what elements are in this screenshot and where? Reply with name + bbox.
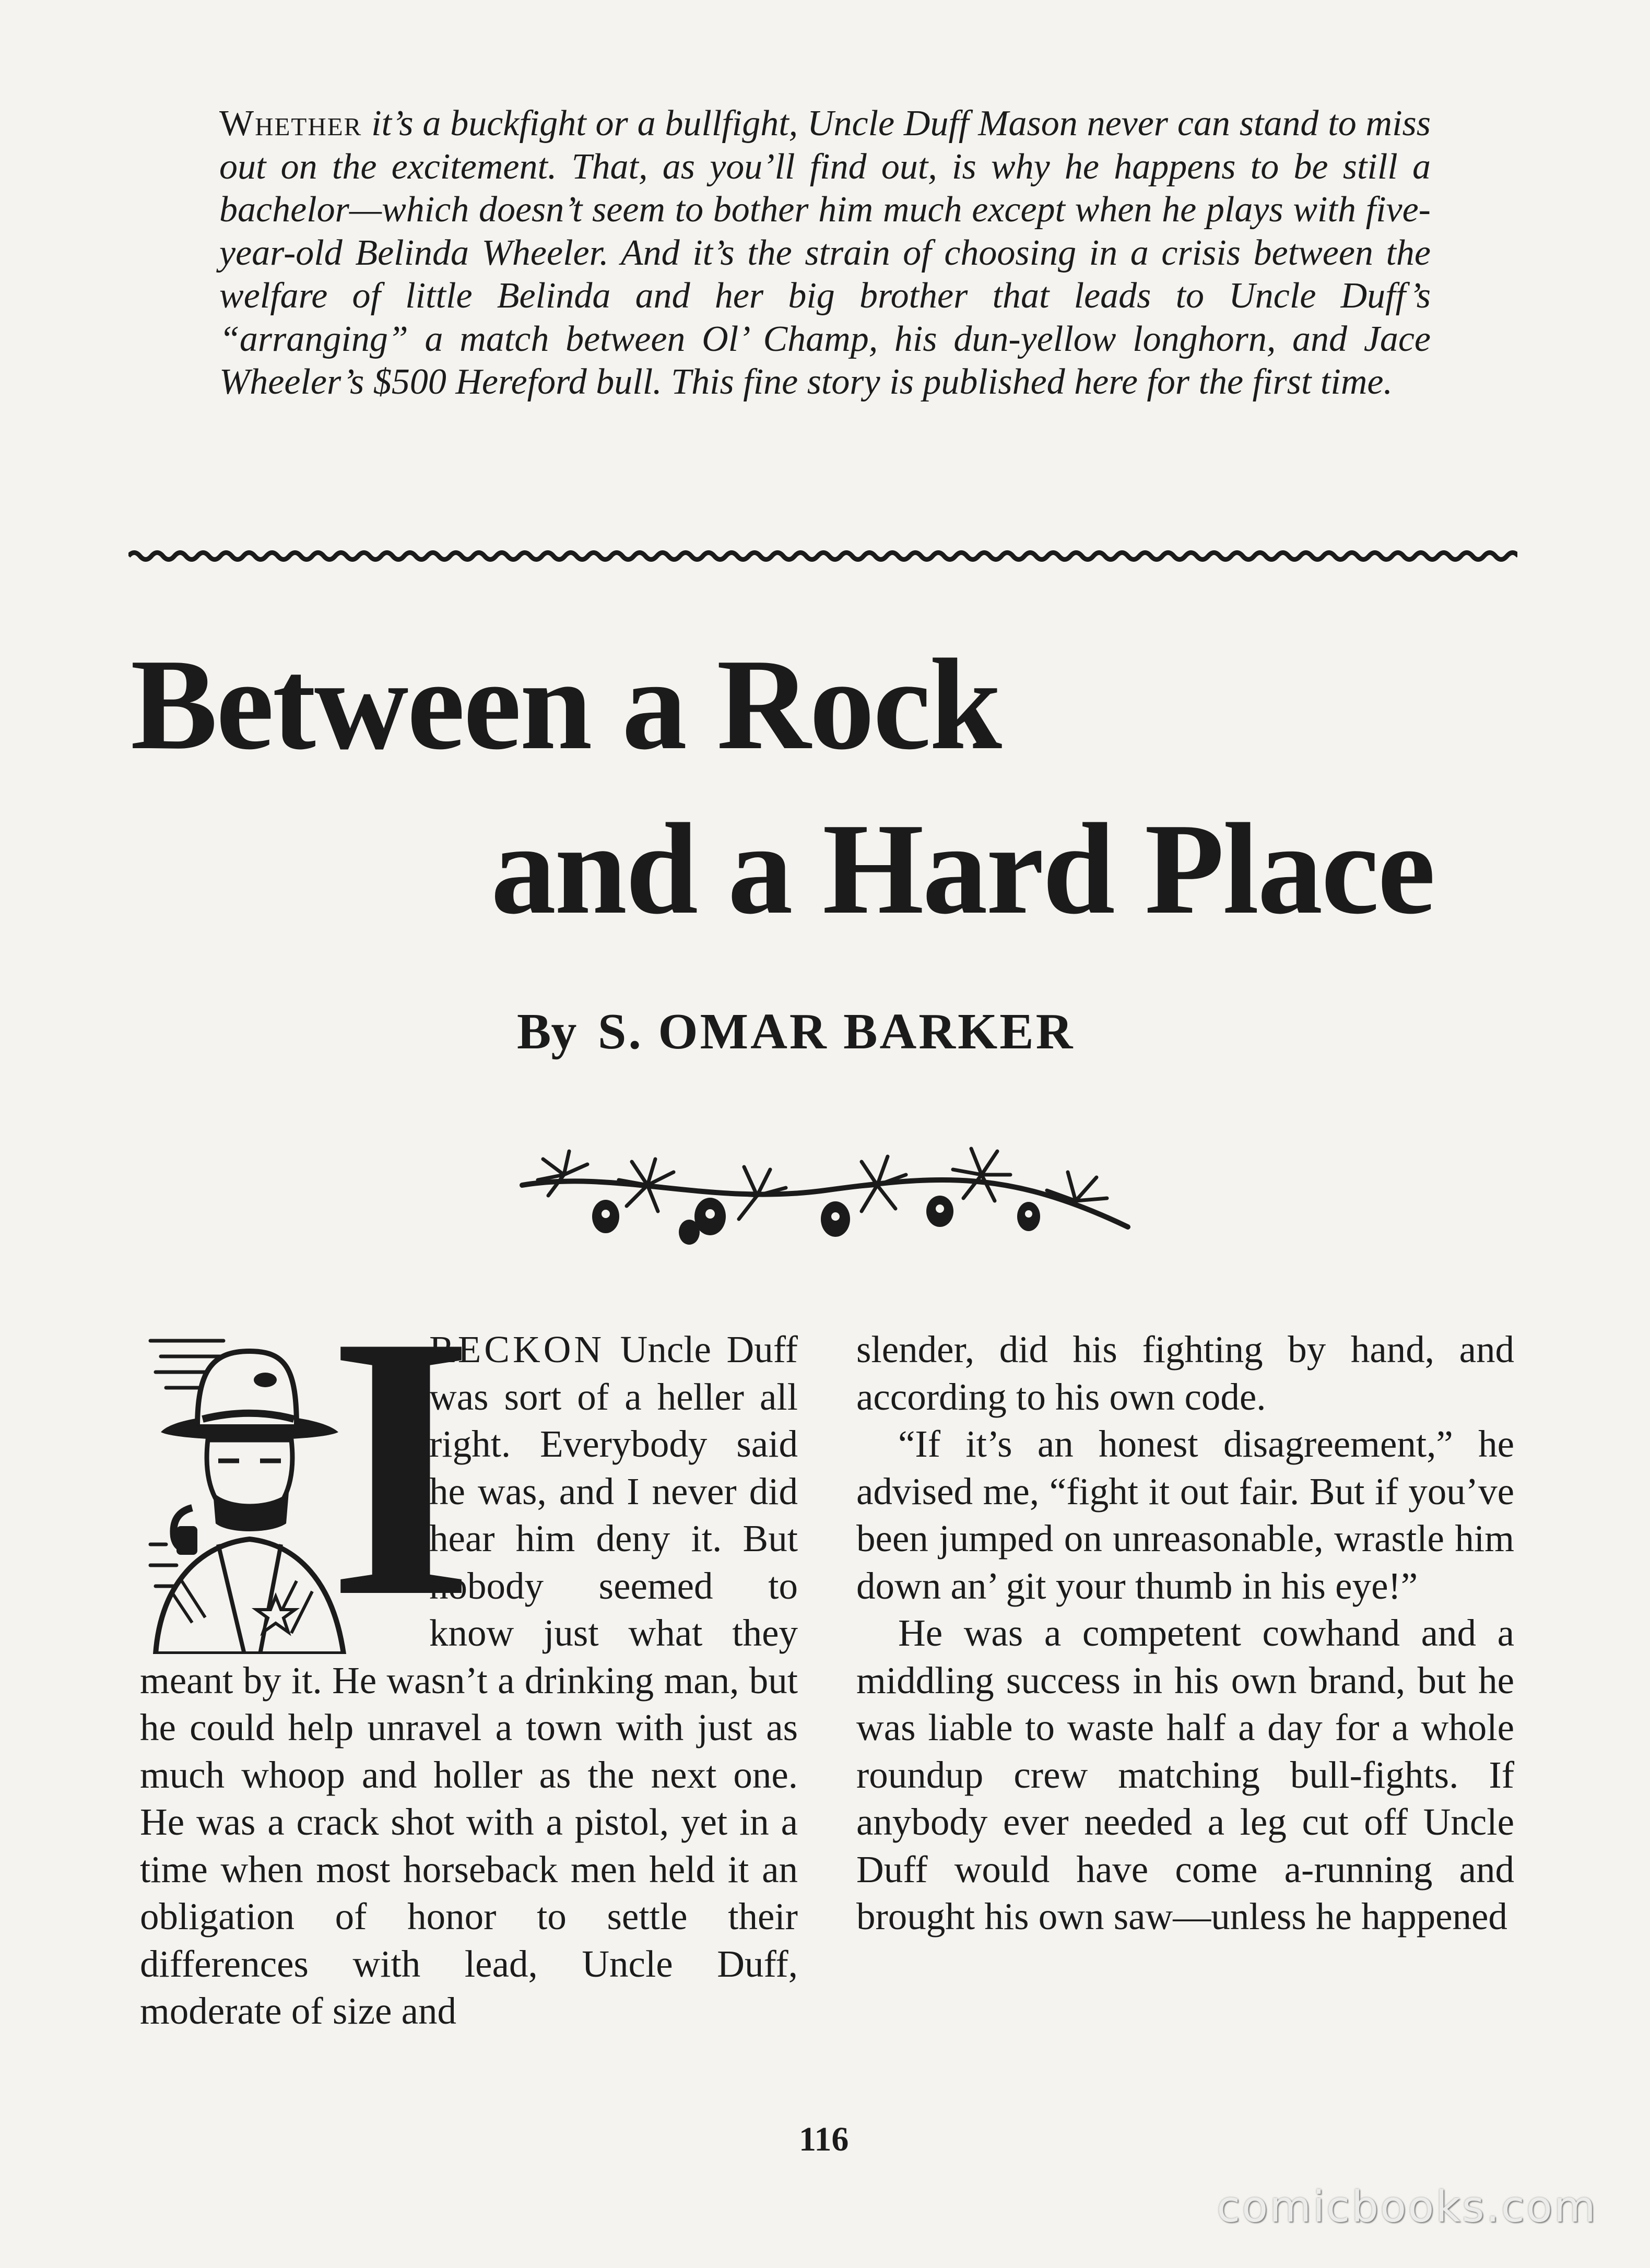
lead-word: RECKON: [429, 1328, 605, 1371]
byline: [517, 1002, 1075, 1061]
paragraph-1-text: Uncle Duff was sort of a heller all right. Everybody said he was, and I never did hear him deny it. But nobody seemed to know just what they meant by it. He wasn’t a drinking man, but he could help unravel a town with just as much whoop and holler as the next one. He was a crack shot with a pistol, yet in a time when most horseback men held it an obligation of honor to settle their differences with lead, Uncle Duff, moderate of size and: [140, 1328, 798, 2032]
paragraph-3: He was a competent cowhand and a middling success in his own brand, but he was liable to waste half a day for a whole roundup crew matching bull-fights. If anybody ever needed a leg cut off Uncle Duff would have come a-running and brought his own saw—unless he happened: [856, 1612, 1514, 1938]
paragraph-continued: slender, did his fighting by hand, and according to his own code.: [856, 1328, 1514, 1418]
wavy-divider: [128, 543, 1517, 569]
watermark: comicbooks.com: [1217, 2182, 1597, 2232]
intro-text: it’s a buckfight or a bullfight, Uncle Duff Mason never can stand to miss out on the excitement. That, as you’ll find out, is why he happens to be still a bachelor—which doesn’t seem to bother him much except when he plays with five-year-old Belinda Wheeler. And it’s the strain of choosing in a crisis between the welfare of little Belinda and her big brother that leads to Uncle Duff’s “arranging” a match between Ol’ Champ, his dun-yellow longhorn, and Jace Wheeler’s $500 Hereford bull. This fine story is published here for the first time.: [219, 103, 1431, 402]
paragraph-2: “If it’s an honest disagreement,” he advised me, “fight it out fair. But if you’ve been jumped on unreasonable, wrastle him down an’ git your thumb in his eye!”: [856, 1423, 1514, 1607]
byline-author: S. OMAR BARKER: [597, 1003, 1075, 1060]
dropcap-block: [140, 1258, 475, 1674]
column-left: [140, 1258, 798, 2035]
byline-prefix: By: [517, 1003, 577, 1060]
column-right: [856, 1326, 1514, 1941]
story-title-line-2: and a Hard Place: [491, 797, 1434, 941]
pine-bough-ornament: [512, 1138, 1138, 1248]
story-title-line-1: Between a Rock: [131, 632, 1001, 777]
page-number: 116: [799, 2120, 849, 2158]
intro-blurb: [219, 102, 1431, 404]
dropcap-letter: I: [328, 1258, 475, 1674]
intro-lead-word: Whether: [219, 103, 362, 144]
cowboy-illustration-icon: [140, 1320, 349, 1654]
